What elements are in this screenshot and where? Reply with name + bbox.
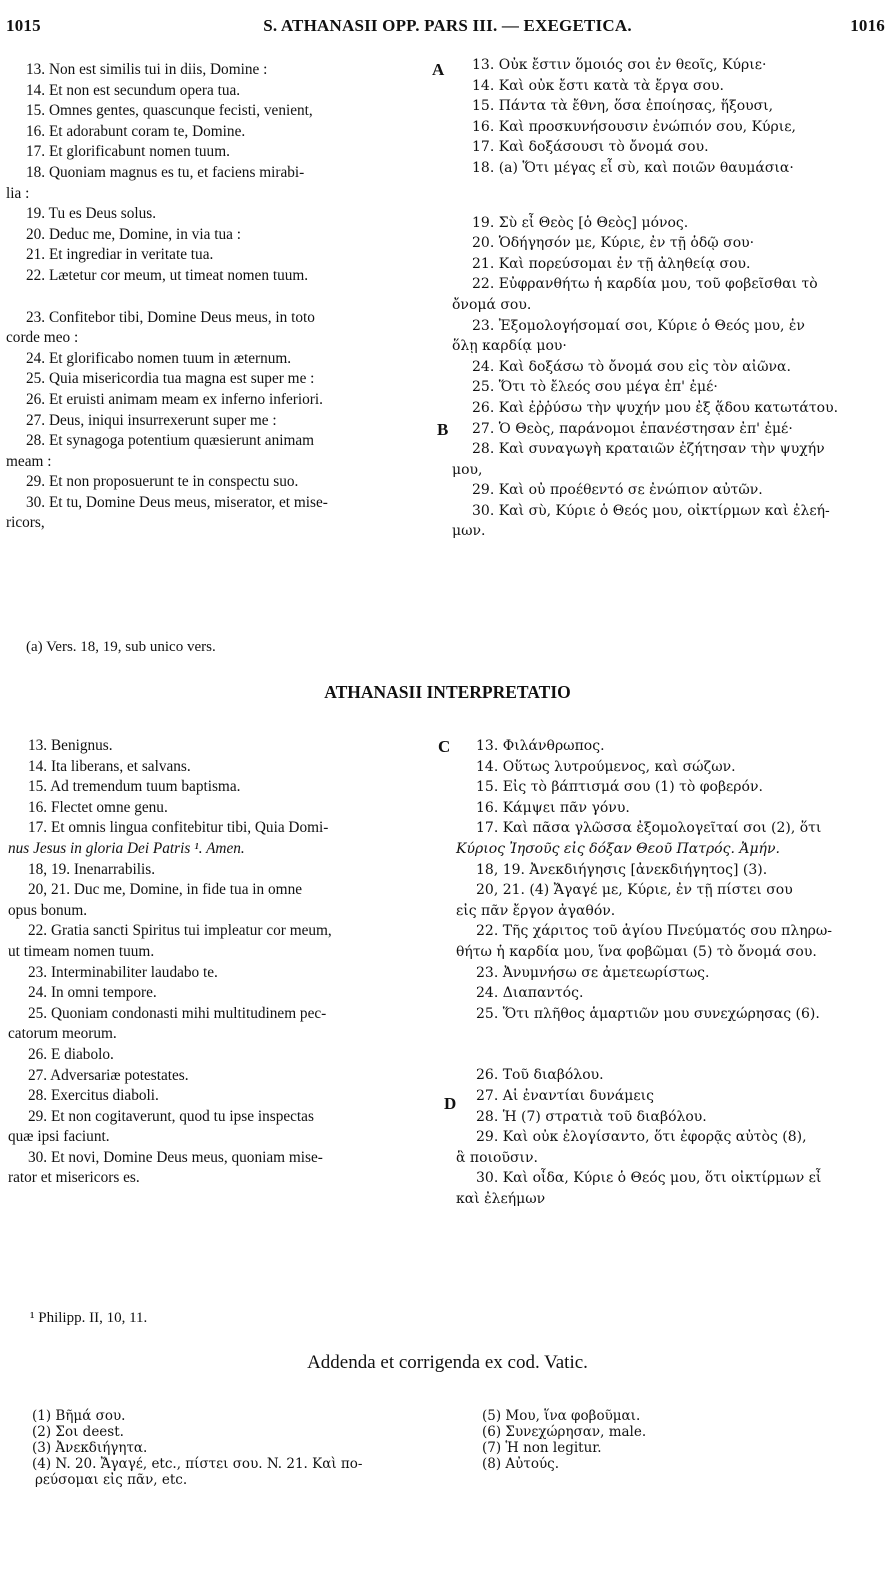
addenda-item: (6) Συνεχώρησαν, male. <box>482 1424 647 1440</box>
verse-line: 28. Et synagoga potentium quæsierunt animam <box>26 432 315 450</box>
verse-line: 17. Et omnis lingua confitebitur tibi, Quia Domi- <box>28 819 329 837</box>
verse-line: lia : <box>6 184 30 202</box>
verse-line: 23. Ἀνυμνήσω σε ἀμετεωρίστως. <box>476 964 710 981</box>
addenda-item: (5) Μου, ἵνα φοβοῦμαι. <box>482 1408 641 1424</box>
verse-line: 17. Καὶ πᾶσα γλῶσσα ἐξομολογεῖταί σοι (2), ὅτι <box>476 820 822 837</box>
verse-line: μων. <box>452 523 486 540</box>
addenda-item: ρεύσομαι εἰς πᾶν, etc. <box>35 1472 188 1488</box>
verse-line: 13. Non est similis tui in diis, Domine : <box>26 61 268 78</box>
verse-line: 24. Διαπαντός. <box>476 985 584 1002</box>
verse-line: 15. Εἰς τὸ βάπτισμά σου (1) τὸ φοβερόν. <box>476 779 763 796</box>
verse-line: 20. Ὁδήγησόν με, Κύριε, ἐν τῇ ὁδῷ σου· <box>472 235 755 252</box>
verse-line: ὄνομά σου. <box>452 296 532 313</box>
verse-line: 22. Εὐφρανθήτω ἡ καρδία μου, τοῦ φοβεῖσθαι τὸ <box>472 276 818 293</box>
verse-line: 18. (a) Ὅτι μέγας εἶ σὺ, καὶ ποιῶν θαυμάσια· <box>472 159 794 176</box>
verse-line: 25. Quia misericordia tua magna est super me : <box>26 370 315 388</box>
verse-line: 16. Flectet omne genu. <box>28 798 168 816</box>
verse-line: 25. Quoniam condonasti mihi multitudinem pec- <box>28 1004 327 1022</box>
verse-line: 25. Ὅτι τὸ ἔλεός σου μέγα ἐπ' ἐμέ· <box>472 379 718 396</box>
verse-line: 29. Καὶ οὐ προέθεντό σε ἐνώπιον αὐτῶν. <box>472 482 763 499</box>
verse-line: 23. Interminabiliter laudabo te. <box>28 963 218 981</box>
addenda-item: (2) Σοι deest. <box>32 1424 124 1440</box>
verse-line: 29. Et non proposuerunt te in conspectu suo. <box>26 473 299 491</box>
verse-line: 15. Πάντα τὰ ἔθνη, ὅσα ἐποίησας, ἥξουσι, <box>472 98 774 115</box>
verse-line: 28. Ἡ (7) στρατιὰ τοῦ διαβόλου. <box>476 1108 707 1125</box>
verse-line: 13. Φιλάνθρωπος. <box>476 738 605 754</box>
verse-line: 24. Et glorificabo nomen tuum in æternum. <box>26 349 292 367</box>
verse-line: 24. Καὶ δοξάσω τὸ ὄνομά σου εἰς τὸν αἰῶνα. <box>472 358 791 375</box>
margin-letter-d: D <box>444 1094 457 1113</box>
verse-line: 28. Καὶ συναγωγὴ κραταιῶν ἐζήτησαν τὴν ψυχήν <box>472 441 825 458</box>
verse-line: 21. Καὶ πορεύσομαι ἐν τῇ ἀληθείᾳ σου. <box>472 255 751 272</box>
margin-letter-c: C <box>438 737 451 756</box>
verse-line: 27. Adversariæ potestates. <box>28 1066 189 1084</box>
verse-line: ut timeam nomen tuum. <box>8 942 155 960</box>
verse-line: meam : <box>6 452 52 470</box>
verse-line: 23. Confitebor tibi, Domine Deus meus, in toto <box>26 308 315 326</box>
verse-line: 22. Gratia sancti Spiritus tui impleatur cor meum, <box>28 922 332 940</box>
verse-line: 30. Καὶ σὺ, Κύριε ὁ Θεός μου, οἰκτίρμων καὶ ἐλεή- <box>472 502 830 519</box>
verse-line: quæ ipsi faciunt. <box>8 1128 110 1146</box>
verse-line: 23. Ἐξομολογήσομαί σοι, Κύριε ὁ Θεός μου, ἐν <box>472 317 805 334</box>
verse-line: 17. Et glorificabunt nomen tuum. <box>26 143 230 161</box>
verse-line: 15. Ad tremendum tuum baptisma. <box>28 778 241 796</box>
page-number-right: 1016 <box>850 16 885 35</box>
addenda-right <box>482 1408 862 1472</box>
footnote-1: ¹ Philipp. II, 10, 11. <box>30 1310 148 1326</box>
verse-line: καὶ ἐλεήμων <box>456 1190 546 1207</box>
verse-line: 14. Ita liberans, et salvans. <box>28 757 191 775</box>
verse-line: 18, 19. Ἀνεκδιήγησις [ἀνεκδιήγητος] (3). <box>476 861 768 878</box>
verse-line: ἃ ποιοῦσιν. <box>456 1149 538 1166</box>
verse-line: 16. Καὶ προσκυνήσουσιν ἐνώπιόν σου, Κύριε, <box>472 118 796 135</box>
verse-line: 30. Καὶ οἶδα, Κύριε ὁ Θεός μου, ὅτι οἰκτίρμων εἶ <box>476 1170 822 1187</box>
addenda-item: (8) Αὐτούς. <box>482 1456 560 1472</box>
verse-line: rator et misericors es. <box>8 1169 140 1187</box>
verse-line: 22. Lætetur cor meum, ut timeat nomen tuum. <box>26 266 309 284</box>
addenda-title: Addenda et corrigenda ex cod. Vatic. <box>307 1352 588 1373</box>
verse-line: 26. Τοῦ διαβόλου. <box>476 1067 604 1084</box>
verse-line: 19. Tu es Deus solus. <box>26 205 157 223</box>
verse-line: ὅλῃ καρδίᾳ μου· <box>452 338 567 355</box>
addenda-item: (1) Βῆμά σου. <box>32 1408 126 1424</box>
verse-line: 27. Αἱ ἐναντίαι δυνάμεις <box>476 1087 654 1104</box>
latin-column-bottom <box>8 736 432 1189</box>
verse-line: 20, 21. Duc me, Domine, in fide tua in omne <box>28 881 303 899</box>
addenda-left <box>32 1408 452 1488</box>
greek-column-top <box>452 55 880 542</box>
section-title: ATHANASII INTERPRETATIO <box>324 682 571 702</box>
verse-line: 13. Οὐκ ἔστιν ὅμοιός σοι ἐν θεοῖς, Κύριε· <box>472 57 767 73</box>
page-number-left: 1015 <box>6 16 41 35</box>
verse-line: 20, 21. (4) Ἄγαγέ με, Κύριε, ἐν τῇ πίστει σου <box>476 882 793 899</box>
verse-line: 28. Exercitus diaboli. <box>28 1087 159 1105</box>
verse-line: catorum meorum. <box>8 1025 117 1043</box>
verse-line: 21. Et ingrediar in veritate tua. <box>26 246 214 264</box>
verse-line: 20. Deduc me, Domine, in via tua : <box>26 225 241 243</box>
verse-line: 18. Quoniam magnus es tu, et faciens mirabi- <box>26 163 305 181</box>
verse-line: 22. Τῆς χάριτος τοῦ ἁγίου Πνεύματός σου πληρω- <box>476 923 832 940</box>
verse-line: 30. Et tu, Domine Deus meus, miserator, et mise- <box>26 493 328 511</box>
verse-line: 19. Σὺ εἶ Θεὸς [ὁ Θεὸς] μόνος. <box>472 214 689 231</box>
verse-line: 29. Et non cogitaverunt, quod tu ipse inspectas <box>28 1107 314 1125</box>
verse-line: ricors, <box>6 514 45 532</box>
verse-line: Κύριος Ἰησοῦς εἰς δόξαν Θεοῦ Πατρός. Ἀμήν. <box>456 840 780 857</box>
margin-letter-a: A <box>432 60 445 79</box>
footnote-a: (a) Vers. 18, 19, sub unico vers. <box>26 639 216 655</box>
verse-line: μου, <box>452 461 483 478</box>
verse-line: 30. Et novi, Domine Deus meus, quoniam mise- <box>28 1148 323 1166</box>
verse-line: εἰς πᾶν ἔργον ἀγαθόν. <box>456 902 616 919</box>
greek-column-bottom <box>456 736 882 1209</box>
verse-line: 26. E diabolo. <box>28 1045 114 1063</box>
verse-line: 17. Καὶ δοξάσουσι τὸ ὄνομά σου. <box>472 139 709 156</box>
addenda-item: (7) Ἡ non legitur. <box>482 1440 602 1456</box>
verse-line: 15. Omnes gentes, quascunque fecisti, venient, <box>26 102 313 120</box>
addenda-item: (4) N. 20. Ἄγαγέ, etc., πίστει σου. N. 21. Καὶ πο- <box>32 1456 363 1472</box>
verse-line: 14. Οὕτως λυτρούμενος, καὶ σώζων. <box>476 758 736 775</box>
latin-column-top <box>6 60 430 534</box>
verse-line: 29. Καὶ οὐκ ἐλογίσαντο, ὅτι ἐφορᾷς αὐτὸς (8), <box>476 1129 807 1146</box>
margin-letter-b: B <box>437 420 449 439</box>
verse-line: 27. Ὁ Θεὸς, παράνομοι ἐπανέστησαν ἐπ' ἐμέ· <box>472 420 793 437</box>
verse-line: 26. Καὶ ἐῤῥύσω τὴν ψυχήν μου ἐξ ᾅδου κατωτάτου. <box>472 399 839 416</box>
verse-line: 14. Καὶ οὐκ ἔστι κατὰ τὰ ἔργα σου. <box>472 77 724 94</box>
verse-line: 16. Κάμψει πᾶν γόνυ. <box>476 799 630 816</box>
verse-line: θήτω ἡ καρδία μου, ἵνα φοβῶμαι (5) τὸ ὄνομά σου. <box>456 943 817 960</box>
verse-line: 14. Et non est secundum opera tua. <box>26 81 241 99</box>
verse-line: 26. Et eruisti animam meam ex inferno inferiori. <box>26 390 323 408</box>
verse-line: 18, 19. Inenarrabilis. <box>28 860 156 878</box>
verse-line: 25. Ὅτι πλῆθος ἁμαρτιῶν μου συνεχώρησας (6). <box>476 1005 820 1022</box>
verse-line: 13. Benignus. <box>28 737 113 754</box>
verse-line: 24. In omni tempore. <box>28 984 157 1002</box>
verse-line: opus bonum. <box>8 901 88 919</box>
verse-line: 27. Deus, iniqui insurrexerunt super me : <box>26 411 277 429</box>
addenda-item: (3) Ἀνεκδιήγητα. <box>32 1440 148 1456</box>
verse-line: nus Jesus in gloria Dei Patris ¹. Amen. <box>8 839 245 857</box>
verse-line: 16. Et adorabunt coram te, Domine. <box>26 122 246 140</box>
running-head: S. ATHANASII OPP. PARS III. — EXEGETICA. <box>263 16 632 35</box>
verse-line: corde meo : <box>6 329 79 347</box>
